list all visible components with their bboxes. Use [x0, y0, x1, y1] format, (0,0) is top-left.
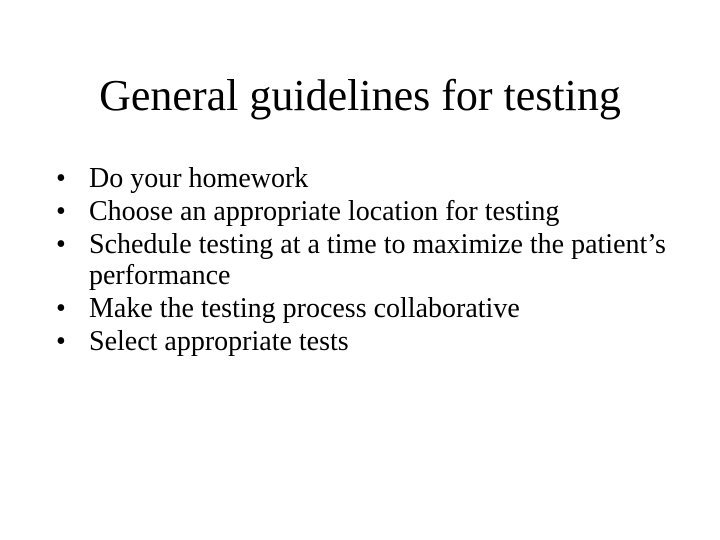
bullet-item — [56, 326, 676, 357]
bullet-list — [56, 163, 676, 359]
bullet-item — [56, 229, 676, 291]
bullet-dot-icon: • — [56, 293, 66, 324]
bullet-item — [56, 196, 676, 227]
bullet-dot-icon: • — [56, 326, 66, 357]
bullet-dot-icon: • — [56, 229, 66, 260]
bullet-text: Schedule testing at a time to maximize the patient’s performance — [89, 229, 666, 291]
bullet-text: Select appropriate tests — [89, 326, 349, 357]
slide-title: General guidelines for testing — [99, 71, 621, 120]
bullet-dot-icon: • — [56, 196, 66, 227]
bullet-text: Do your homework — [89, 163, 309, 194]
bullet-text: Choose an appropriate location for testing — [89, 196, 560, 227]
bullet-text: Make the testing process collaborative — [89, 293, 520, 324]
bullet-item — [56, 163, 676, 194]
bullet-item — [56, 293, 676, 324]
bullet-dot-icon: • — [56, 163, 66, 194]
